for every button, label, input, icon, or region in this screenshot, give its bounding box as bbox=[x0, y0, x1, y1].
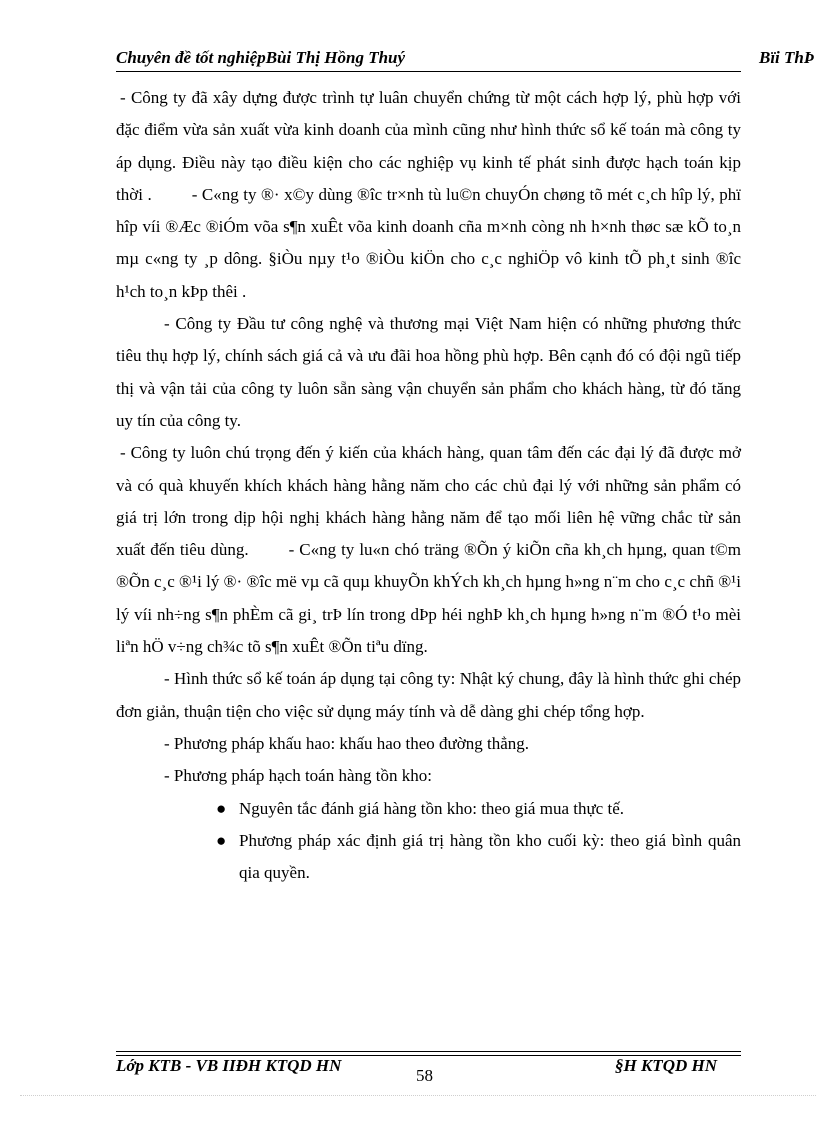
paragraph-3-legacy: - C«ng ty lu«n chó träng ®Õn ý kiÕn cña kh¸ch hµng, quan t©m ®Õn c¸c ®¹i lý ®· ®îc më vµ cã quµ khuyÕn khÝch kh¸ch hµng h»ng n¨m cho c¸c chñ ®¹i lý víi nh÷ng s¶n phÈm cã gi¸ trÞ lín trong dÞp héi nghÞ kh¸ch hµng h»ng n¨m ®Ó t¹o mèi liªn hÖ v÷ng ch¾c tõ s¶n xuÊt ®Õn tiªu dïng. bbox=[116, 540, 741, 657]
paragraph-1-legacy: - C«ng ty ®· x©y dùng ®îc tr×nh tù lu©n chuyÓn chøng tõ mét c¸ch hîp lý, phï hîp víi ®Æc ®iÓm võa s¶n xuÊt võa kinh doanh cña m×nh còng nh h×nh thøc sæ kÕ to¸n mµ c«ng ty ¸p dông. §iÒu nµy t¹o ®iÒu kiÖn cho c¸c nghiÖp vô kinh tÕ ph¸t sinh ®îc h¹ch to¸n kÞp thêi . bbox=[116, 184, 742, 301]
list-item bbox=[116, 793, 741, 825]
list-item bbox=[116, 825, 741, 890]
footer-university: §H KTQD HN bbox=[615, 1056, 717, 1075]
paragraph-1-unicode: - Công ty đã xây dựng được trình tự luân chuyển chứng từ một cách hợp lý, phù hợp với đặc điểm vừa sản xuất vừa kinh doanh của mình cũng như hình thức sổ kế toán mà công ty áp dụng. Điều này tạo điều kiện cho các nghiệp vụ kinh tế phát sinh được hạch toán kịp thời . bbox=[116, 88, 741, 204]
header-title: Chuyên đề tốt nghiệpBùi Thị Hồng Thuý bbox=[116, 48, 406, 67]
page-boundary bbox=[20, 1095, 816, 1096]
paragraph-2: - Công ty Đầu tư công nghệ và thương mại Việt Nam hiện có những phương thức tiêu thụ hợp lý, chính sách giá cả và ưu đãi hoa hồng phù hợp. Bên cạnh đó có đội ngũ tiếp thị và vận tải của công ty luôn sẵn sàng vận chuyển sản phẩm cho khách hàng, từ đó tăng uy tín của công ty. bbox=[116, 314, 741, 430]
page-number: 58 bbox=[416, 1066, 433, 1085]
header-rule bbox=[116, 71, 741, 72]
header-author: Bïi ThÞ bbox=[759, 48, 815, 67]
paragraph-1 bbox=[116, 82, 741, 308]
paragraph-4: - Hình thức sổ kế toán áp dụng tại công ty: Nhật ký chung, đây là hình thức ghi chép đơn giản, thuận tiện cho việc sử dụng máy tính và dễ dàng ghi chép tổng hợp. bbox=[116, 669, 741, 721]
paragraph-3 bbox=[116, 437, 741, 663]
document-body bbox=[116, 82, 741, 889]
paragraph-5: - Phương pháp khấu hao: khấu hao theo đường thẳng. bbox=[164, 733, 530, 753]
footer-class: Lớp KTB - VB IIĐH KTQD HN bbox=[116, 1056, 342, 1075]
paragraph-3-unicode: - Công ty luôn chú trọng đến ý kiến của khách hàng, quan tâm đến các đại lý đã được mở và có quà khuyến khích khách hàng hằng năm cho các chủ đại lý với những sản phẩm có giá trị lớn trong dịp hội nghị khách hàng hằng năm để tạo mối liên hệ vững chắc từ sản xuất đến tiêu dùng. bbox=[116, 443, 741, 560]
list-item-text: Phương pháp xác định giá trị hàng tồn kho cuối kỳ: theo giá bình quân qia quyền. bbox=[239, 830, 741, 883]
bullet-icon: ● bbox=[216, 830, 227, 850]
paragraph-6: - Phương pháp hạch toán hàng tồn kho: bbox=[164, 766, 432, 786]
footer-rule-thick bbox=[116, 1051, 741, 1052]
list-item-text: Nguyên tắc đánh giá hàng tồn kho: theo giá mua thực tế. bbox=[239, 798, 624, 818]
bullet-list bbox=[116, 793, 741, 890]
bullet-icon: ● bbox=[216, 798, 227, 818]
